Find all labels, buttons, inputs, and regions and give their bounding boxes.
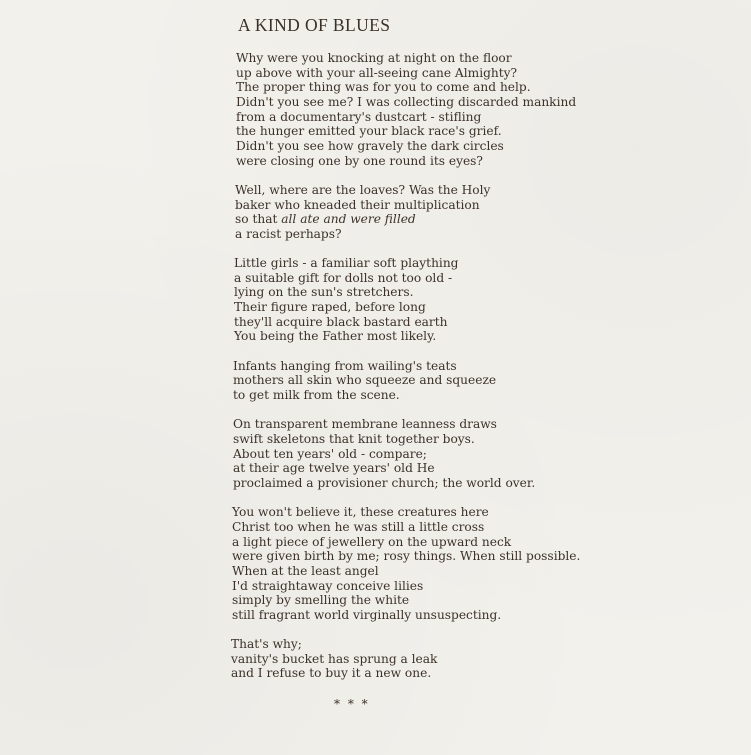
poem-line: baker who kneaded their multiplication xyxy=(235,197,480,212)
poem-line: Didn't you see how gravely the dark circles xyxy=(236,138,504,153)
poem-line: Their figure raped, before long xyxy=(234,300,426,315)
poem-line: a racist perhaps? xyxy=(235,226,342,241)
stanza-1 xyxy=(236,51,580,168)
poem-line: the hunger emitted your black race's grief. xyxy=(236,124,502,139)
poem-line: they'll acquire black bastard earth xyxy=(234,314,448,329)
poem-line: vanity's bucket has sprung a leak xyxy=(231,651,438,666)
poem-line: I'd straightaway conceive lilies xyxy=(232,578,424,593)
poem-line: a suitable gift for dolls not too old - xyxy=(234,270,453,285)
poem-line: You being the Father most likely. xyxy=(234,329,437,344)
poem-line: Why were you knocking at night on the floor xyxy=(236,51,512,65)
poem-line: Infants hanging from wailing's teats xyxy=(233,358,457,373)
stanza-5 xyxy=(233,417,580,490)
poem-line: and I refuse to buy it a new one. xyxy=(231,666,432,681)
stanza-6 xyxy=(232,505,580,622)
poem-title: A KIND OF BLUES xyxy=(238,15,391,35)
stanza-4 xyxy=(233,359,580,403)
poem-line: You won't believe it, these creatures here xyxy=(232,505,489,520)
poem-line: were given birth by me; rosy things. When still possible. xyxy=(232,549,581,564)
poem-line: mothers all skin who squeeze and squeeze xyxy=(233,373,497,388)
poem-line: Well, where are the loaves? Was the Holy xyxy=(235,182,491,197)
poem-line: Little girls - a familiar soft plaything xyxy=(234,256,459,271)
poem-line: to get milk from the scene. xyxy=(233,388,400,403)
poem-line: Didn't you see me? I was collecting discarded mankind xyxy=(236,94,577,109)
poem-line: swift skeletons that knit together boys. xyxy=(233,432,475,446)
poem-line-text: so that xyxy=(235,212,282,227)
stanza-3 xyxy=(234,256,580,344)
poem-line: About ten years' old - compare; xyxy=(233,446,427,461)
italic-quote: all ate and were filled xyxy=(281,212,416,227)
poem-line: up above with your all-seeing cane Almighty? xyxy=(236,65,518,80)
poem-body xyxy=(231,51,581,696)
poem-line: were closing one by one round its eyes? xyxy=(236,153,483,168)
poem-line: from a documentary's dustcart - stifling xyxy=(236,109,482,124)
poem-line: lying on the sun's stretchers. xyxy=(234,285,414,300)
stanza-2 xyxy=(235,183,580,242)
poem-line: proclaimed a provisioner church; the world over. xyxy=(233,475,536,490)
poem-line: Christ too when he was still a little cross xyxy=(232,519,485,534)
poem-line: at their age twelve years' old He xyxy=(233,461,435,476)
poem-line: On transparent membrane leanness draws xyxy=(233,417,497,432)
poem-line: simply by smelling the white xyxy=(232,593,410,608)
poem-line: When at the least angel xyxy=(232,563,379,578)
poem-line: The proper thing was for you to come and help. xyxy=(236,80,531,95)
poem-line xyxy=(235,212,580,227)
poem-line: That's why; xyxy=(231,637,302,652)
poem-line: a light piece of jewellery on the upward neck xyxy=(232,534,512,549)
stanza-7 xyxy=(231,637,580,681)
poem-line: still fragrant world virginally unsuspecting. xyxy=(232,607,502,622)
section-ornament: * * * xyxy=(334,697,370,711)
